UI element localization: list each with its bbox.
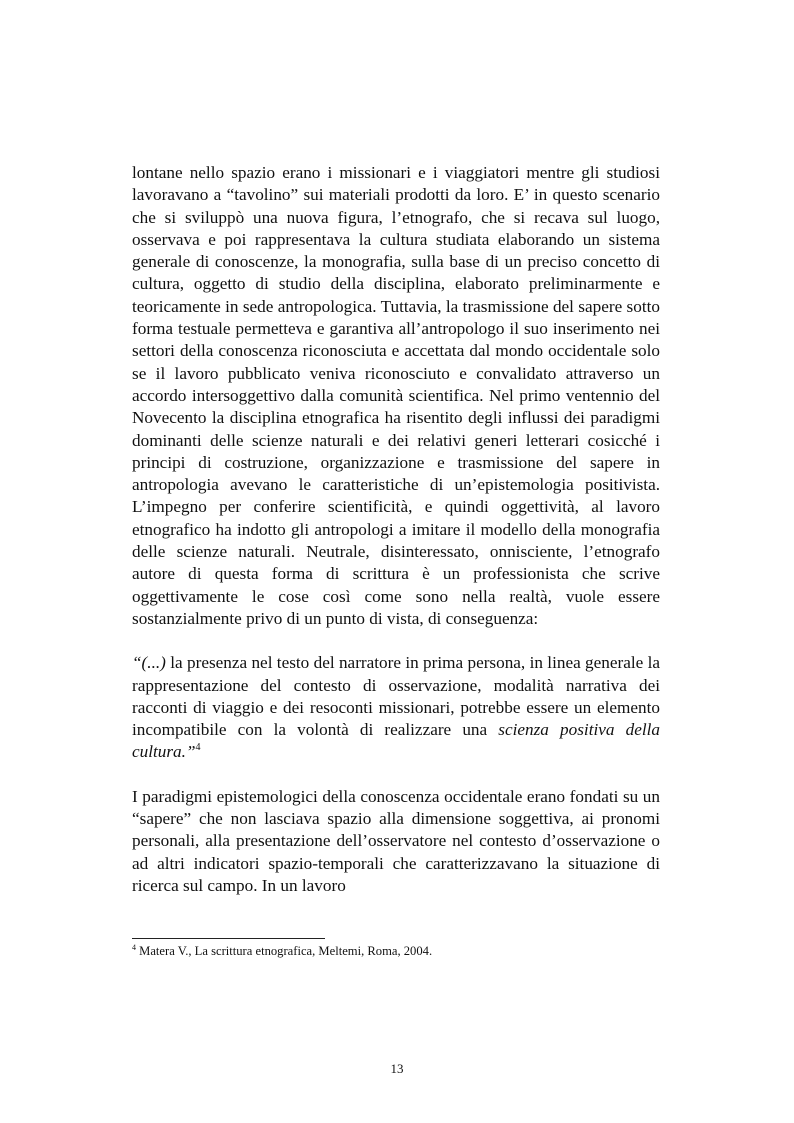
footnote-reference[interactable]: 4: [195, 741, 201, 753]
block-quote: [132, 652, 660, 763]
quote-closing-mark: ”: [185, 742, 196, 762]
body-paragraph-continued: I paradigmi epistemologici della conoscenza occidentale erano fondati su un “sapere” che non lasciava spazio alla dimensione soggettiva, ai pronomi personali, alla presentazione dell’osservatore nel contesto d’osservazione o ad altri indicatori spazio-temporali che caratterizzavano la situazione di ricerca sul campo. In un lavoro: [132, 786, 660, 895]
body-paragraph: lontane nello spazio erano i missionari e i viaggiatori mentre gli studiosi lavoravano a “tavolino” sui materiali prodotti da loro. E’ in questo scenario che si sviluppò una nuova figura, l’etnografo, che si recava sul luogo, osservava e poi rappresentava la cultura studiata elaborando un sistema generale di conoscenze, la monografia, sulla base di un preciso concetto di cultura, oggetto di studio della disciplina, elaborato preliminarmente e teoricamente in sede antropologica. Tuttavia, la trasmissione del sapere sotto forma testuale permetteva e garantiva all’antropologo il suo inserimento nei settori della conoscenza riconosciuta e accettata dal mondo occidentale solo se il lavoro pubblicato veniva riconosciuto e convalidato attraverso un accordo intersoggettivo dalla comunità scientifica. Nel primo ventennio del Novecento la disciplina etnografica ha risentito degli influssi dei paradigmi dominanti delle scienze naturali e dei relativi generi letterari cosicché i principi di costruzione, organizzazione e trasmissione del sapere in antropologia avevano le caratteristiche di un’epistemologia positivista. L’impegno per conferire scientificità, e quindi oggettività, al lavoro etnografico ha indotto gli antropologi a imitare il modello della monografia delle scienze naturali. Neutrale, disinteressato, onnisciente, l’etnografo autore di questa forma di scrittura è un professionista che scrive oggettivamente le cose così come sono nella realtà, vuole essere sostanzialmente privo di un punto di vista, di conseguenza:: [132, 163, 660, 628]
page-number: 13: [390, 1061, 404, 1076]
quote-closing-italic: scienza positiva della cultura.: [132, 720, 660, 762]
quote-text: la presenza nel testo del narratore in prima persona, in linea generale la rappresentazione del contesto di osservazione, modalità narrativa dei racconti di viaggio e dei resoconti missionari, potrebbe essere un elemento incompatibile con la volontà di realizzare una: [132, 653, 660, 740]
footnote: [132, 944, 432, 959]
footnote-divider: [132, 938, 325, 939]
footnote-number: 4: [132, 942, 136, 952]
footnote-text: Matera V., La scrittura etnografica, Meltemi, Roma, 2004.: [136, 944, 433, 958]
quote-opening: “(...): [132, 653, 166, 673]
page-body: [132, 162, 660, 897]
